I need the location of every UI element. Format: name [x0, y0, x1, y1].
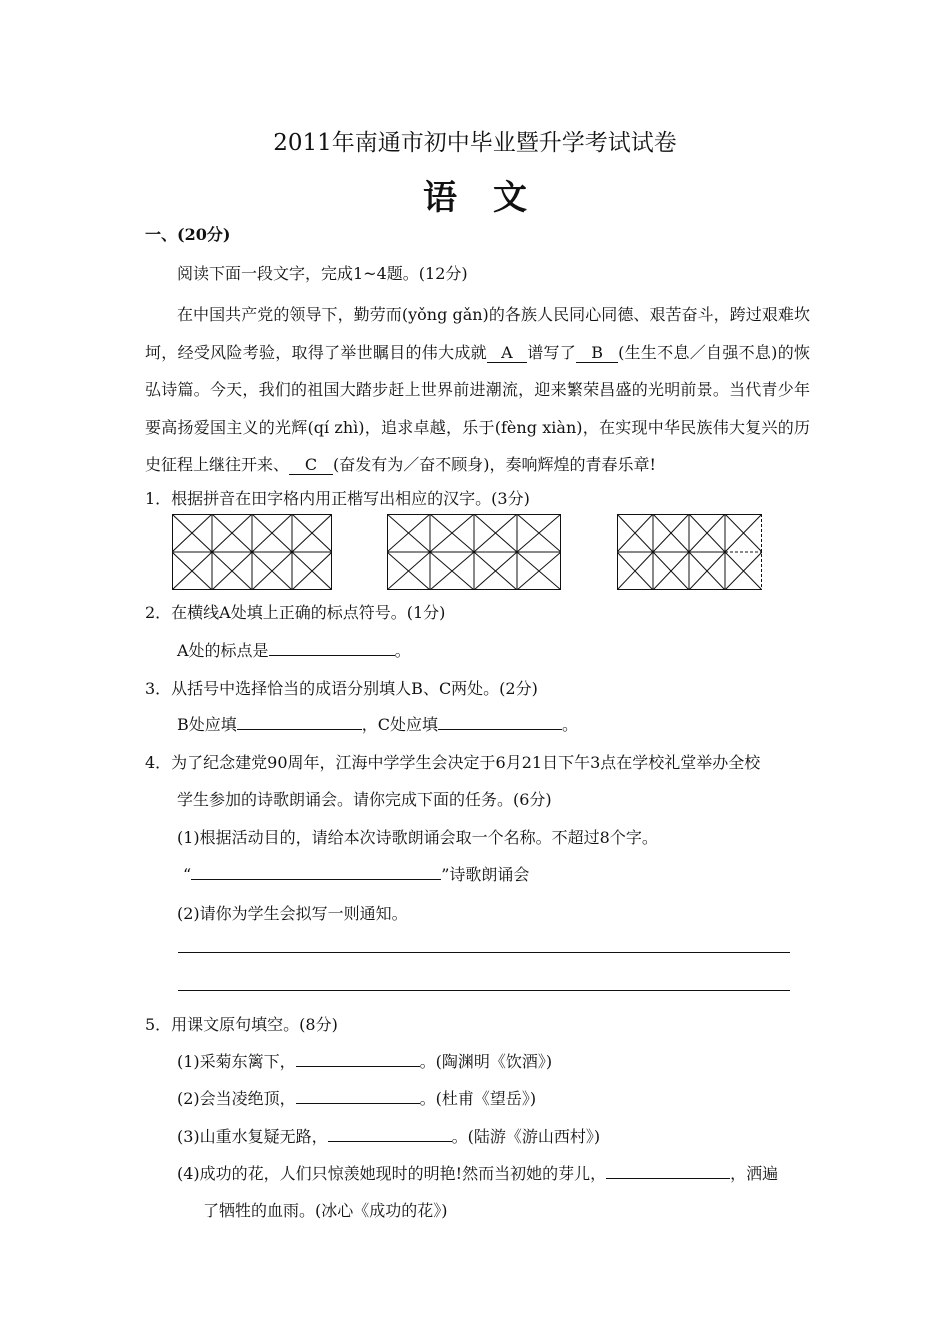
question-2-blank[interactable] [269, 641, 395, 656]
exam-title: 2011年南通市初中毕业暨升学考试试卷 [273, 130, 677, 156]
quote-close: ”诗歌朗诵会 [441, 865, 530, 884]
question-3-c-prefix: ，C处应填 [361, 715, 439, 734]
question-5-item-1-blank[interactable] [296, 1052, 420, 1067]
question-3-b-prefix: B处应填 [177, 715, 237, 734]
question-5-item-1-post: 。(陶渊明《饮酒》) [419, 1052, 553, 1071]
question-3-answer [177, 712, 578, 735]
question-5-item-4-line-2: 了牺牲的血雨。(冰心《成功的花》) [203, 1201, 448, 1220]
question-5-item-2-post: 。(杜甫《望岳》) [419, 1089, 537, 1108]
question-5-item-2-blank[interactable] [296, 1089, 420, 1104]
notice-answer-line-1[interactable] [178, 952, 790, 953]
question-3-blank-c[interactable] [438, 715, 562, 730]
blank-b: B [576, 344, 618, 363]
question-5-item-4-mid: ，洒遍 [730, 1164, 779, 1183]
passage-part-4: (奋发有为／奋不顾身)，奏响辉煌的青春乐章! [333, 455, 656, 474]
quote-open: “ [183, 865, 192, 884]
question-5-item-2 [177, 1086, 536, 1109]
question-1: 1．根据拼音在田字格内用正楷写出相应的汉字。(3分) [145, 489, 530, 508]
question-4-sub-2: (2)请你为学生会拟写一则通知。 [177, 904, 408, 923]
question-2-answer-suffix: 。 [394, 641, 411, 660]
passage-part-3: (生生不息／自强不息)的恢弘诗篇。今天，我们的祖国大踏步赶上世界前进潮流，迎来繁荣昌盛的光明前景。当代青少年要高扬爱国主义的光辉(qí zhì)，追求卓越，乐于(fèng xiàn)，在实现中华民族伟大复兴的历史征程上继往开来、 [145, 342, 810, 474]
question-3-suffix: 。 [562, 715, 579, 734]
question-4-name-answer [183, 862, 529, 885]
question-5-item-4-pre: (4)成功的花，人们只惊羡她现时的明艳!然而当初她的芽儿， [177, 1164, 607, 1183]
section-heading: 一、(20分) [145, 225, 231, 244]
question-5-item-3-post: 。(陆游《游山西村》) [451, 1127, 601, 1146]
question-5-item-4 [177, 1161, 778, 1184]
question-4-sub-1: (1)根据活动目的，请给本次诗歌朗诵会取一个名称。不超过8个字。 [177, 828, 658, 847]
reading-instruction: 阅读下面一段文字，完成1~4题。(12分) [177, 264, 468, 283]
question-3: 3．从括号中选择恰当的成语分别填人B、C两处。(2分) [145, 679, 538, 698]
question-2-answer [177, 638, 411, 661]
passage-part-1: 在中国共产党的领导下，勤劳而(yǒng gǎn)的各族人民同心同德、艰苦奋斗，跨过艰难坎坷，经受风险考验，取得了举世瞩目的伟大成就 [145, 305, 810, 362]
tianzige-grid-1[interactable] [172, 514, 332, 590]
subject-title: 语文 [423, 178, 563, 218]
question-4-line-2: 学生参加的诗歌朗诵会。请你完成下面的任务。(6分) [177, 790, 552, 809]
reading-passage [145, 296, 810, 484]
question-4-line-1: 4．为了纪念建党90周年，江海中学学生会决定于6月21日下午3点在学校礼堂举办全校 [145, 753, 761, 772]
blank-a: A [487, 344, 527, 363]
question-5-item-3-pre: (3)山重水复疑无路， [177, 1127, 328, 1146]
question-5-item-2-pre: (2)会当凌绝顶， [177, 1089, 296, 1108]
question-2-answer-prefix: A处的标点是 [177, 641, 269, 660]
question-5-item-3 [177, 1124, 600, 1147]
question-2: 2．在横线A处填上正确的标点符号。(1分) [145, 603, 446, 622]
passage-part-2: 谱写了 [526, 342, 577, 362]
question-3-blank-b[interactable] [237, 715, 362, 730]
question-5: 5．用课文原句填空。(8分) [145, 1015, 338, 1034]
question-5-item-4-blank[interactable] [606, 1164, 730, 1179]
question-4-name-blank[interactable] [191, 865, 441, 880]
notice-answer-line-2[interactable] [178, 990, 790, 991]
blank-c: C [289, 456, 333, 475]
question-5-item-3-blank[interactable] [328, 1127, 452, 1142]
question-5-item-1 [177, 1049, 552, 1072]
question-5-item-1-pre: (1)采菊东篱下， [177, 1052, 296, 1071]
tianzige-grid-2[interactable] [387, 514, 561, 590]
tianzige-grid-3[interactable] [617, 514, 762, 590]
